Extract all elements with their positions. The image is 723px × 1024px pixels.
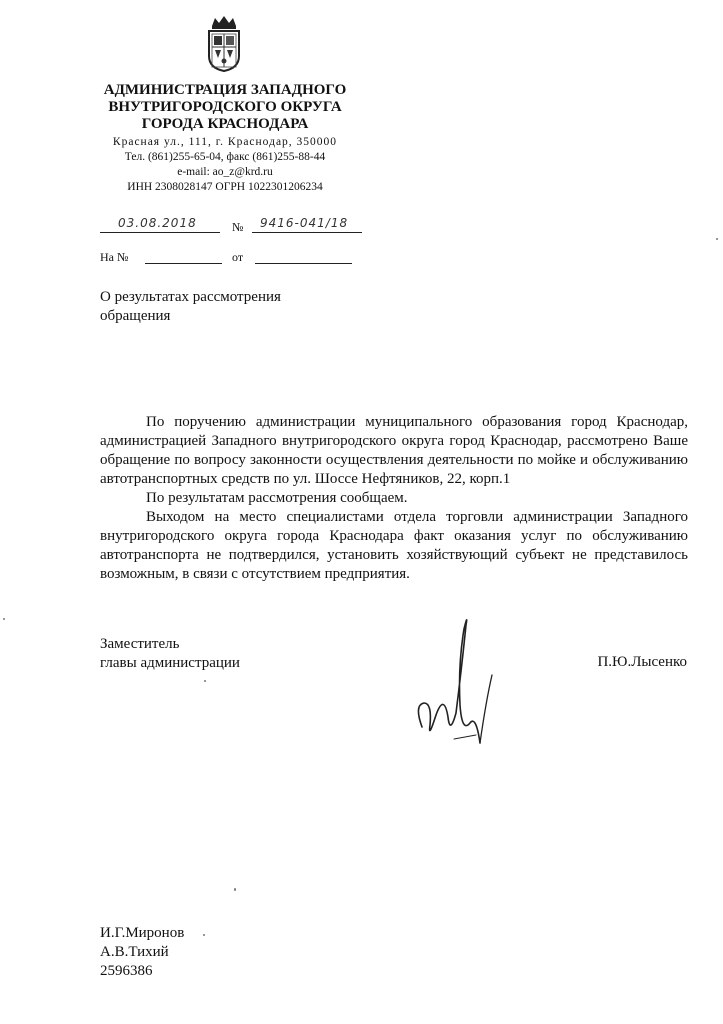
scan-speck (3, 618, 5, 620)
scan-speck (204, 680, 206, 682)
handwritten-number: 9416-041/18 (260, 216, 349, 230)
signatory-name: П.Ю.Лысенко (597, 654, 687, 670)
na-number-field (145, 249, 222, 264)
number-label: № (232, 220, 244, 234)
subject-line-1: О результатах рассмотрения (100, 289, 281, 305)
executor-1: И.Г.Миронов (100, 925, 185, 941)
number-field (252, 218, 362, 233)
org-name-line-1: АДМИНИСТРАЦИЯ ЗАПАДНОГО (103, 82, 347, 98)
phone-fax-line: Тел. (861)255-65-04, факс (861)255-88-44 (124, 151, 326, 163)
executor-2: А.В.Тихий (100, 944, 169, 960)
email-line: e-mail: ao_z@krd.ru (177, 166, 273, 178)
na-number-label: На № (100, 250, 129, 264)
inn-ogrn-line: ИНН 2308028147 ОГРН 1022301206234 (127, 181, 323, 193)
body-paragraph-1: По поручению администрации муниципального образования город Краснодар, администрацией Западного внутригородского округа город Краснодар, рассмотрено Ваше обращение по вопросу законности осуществления деятельности по мойке и обслуживанию автотранспортных средств по ул. Шоссе Нефтяников, 22, корп.1 (100, 414, 688, 487)
date-field (100, 218, 220, 233)
address-line: Красная ул., 111, г. Краснодар, 350000 (112, 136, 338, 148)
scan-speck (716, 238, 718, 240)
body-paragraph-3: Выходом на место специалистами отдела торговли администрации Западного внутригородского округа города Краснодара факт оказания услуг по обслуживанию автотранспорта не подтвердился, установить хозяйствующий субъект не представилось возможным, в связи с отсутствием предприятия. (100, 509, 688, 582)
signatory-title-line-2: главы администрации (100, 655, 240, 671)
org-name-line-3: ГОРОДА КРАСНОДАРА (141, 116, 309, 132)
signatory-title-line-1: Заместитель (100, 636, 180, 652)
ot-date-field (255, 249, 352, 264)
letter-body (100, 413, 688, 584)
coat-of-arms-icon (205, 14, 243, 72)
org-name-line-2: ВНУТРИГОРОДСКОГО ОКРУГА (108, 99, 342, 115)
ot-label: от (232, 250, 244, 264)
signature-icon (400, 605, 500, 765)
handwritten-date: 03.08.2018 (118, 216, 197, 230)
scan-speck (203, 934, 205, 936)
body-paragraph-2: По результатам рассмотрения сообщаем. (146, 490, 408, 506)
subject-line-2: обращения (100, 308, 171, 324)
executor-phone: 2596386 (100, 963, 153, 979)
scan-speck (234, 888, 236, 891)
